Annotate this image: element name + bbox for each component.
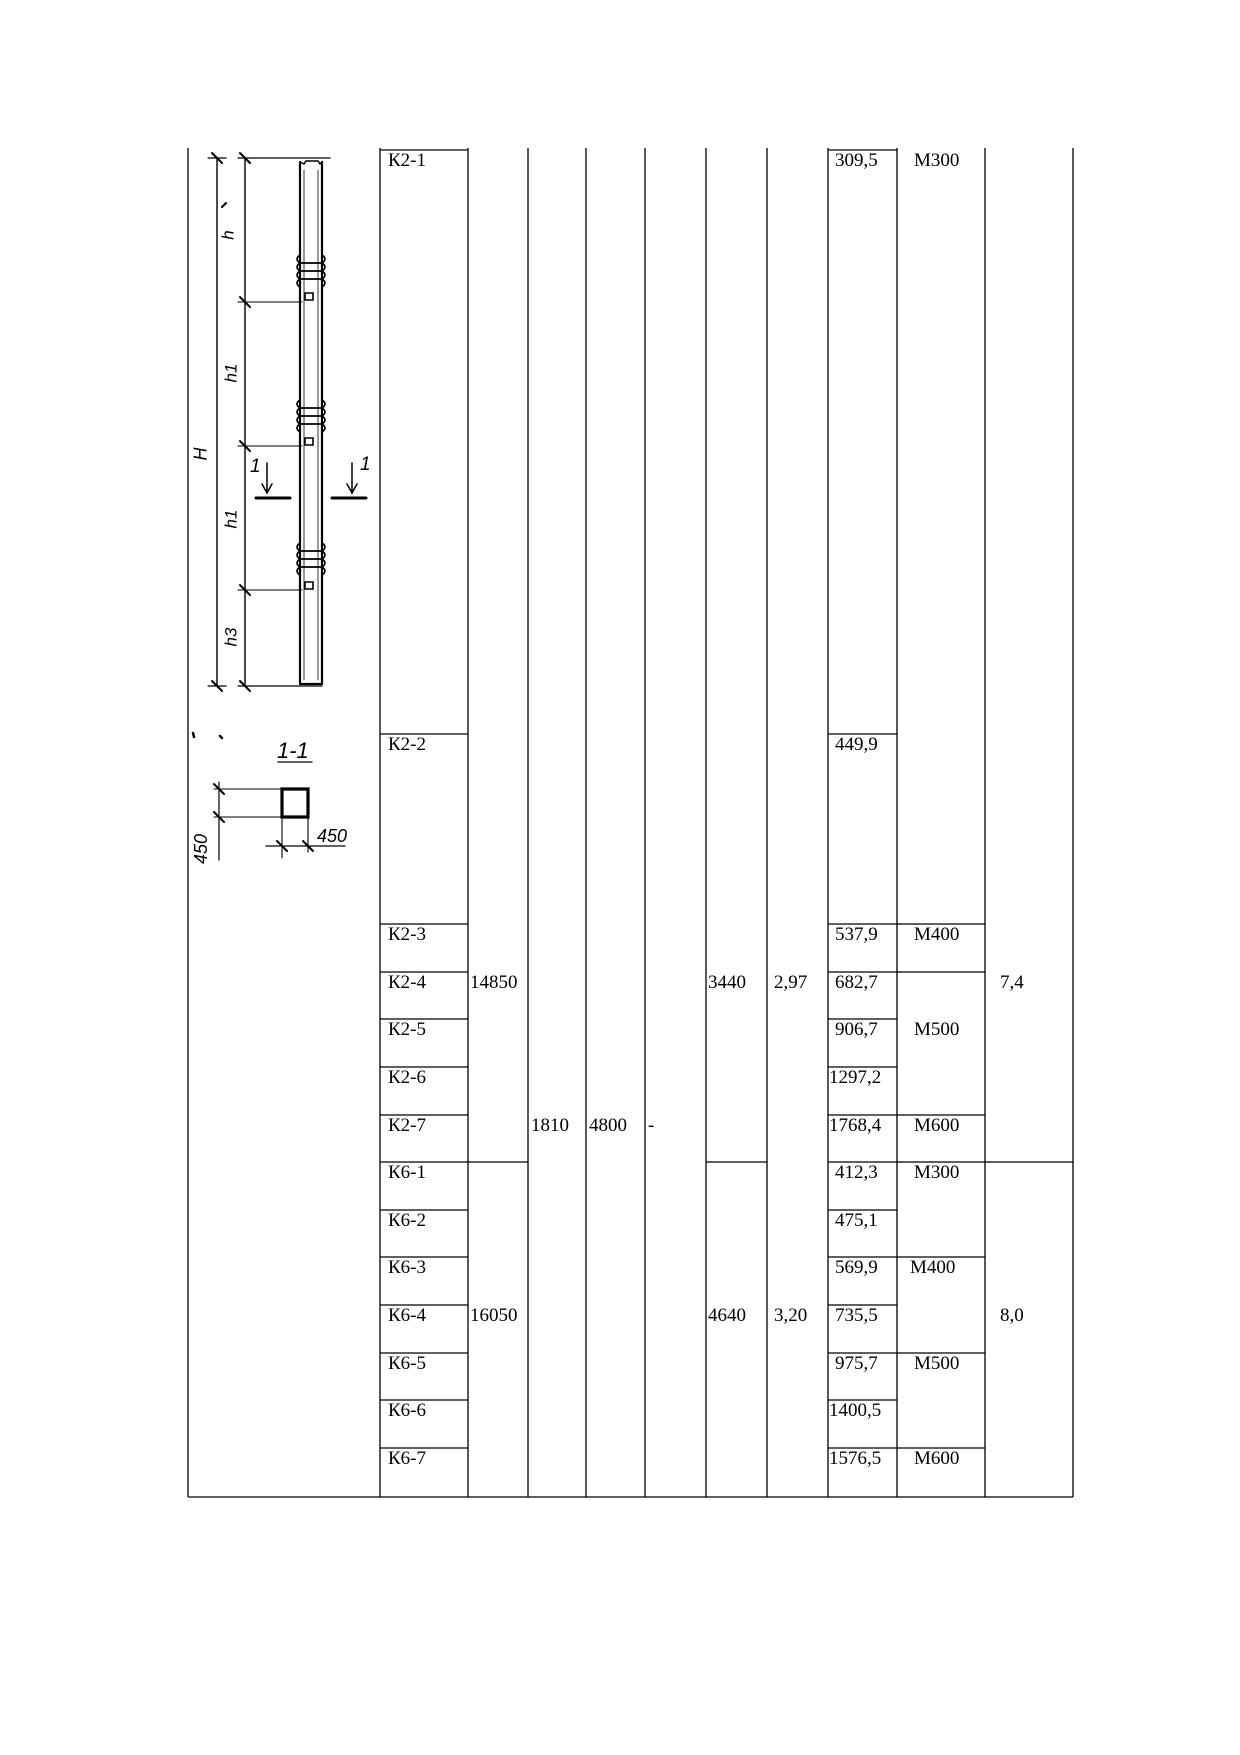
col-f-cell: 4640: [708, 1305, 746, 1326]
mark-cell: К6-5: [388, 1353, 426, 1374]
mark-cell: К2-3: [388, 924, 426, 945]
mark-cell: К6-3: [388, 1257, 426, 1278]
mark-cell: К6-1: [388, 1162, 426, 1183]
dim-label-h3: h3: [221, 627, 241, 647]
mark-cell: К2-1: [388, 150, 426, 171]
value-cell: 309,5: [835, 150, 878, 171]
value-cell: 569,9: [835, 1257, 878, 1278]
mark-cell: К6-4: [388, 1305, 426, 1326]
mark-cell: К2-2: [388, 734, 426, 755]
grade-cell: М600: [914, 1448, 960, 1469]
value-cell: 975,7: [835, 1353, 878, 1374]
value-cell: 735,5: [835, 1305, 878, 1326]
mark-cell: К6-2: [388, 1210, 426, 1231]
section-label-left: 1: [250, 456, 261, 477]
mark-cell: К2-6: [388, 1067, 426, 1088]
value-cell: 537,9: [835, 924, 878, 945]
dim-label-H: H: [190, 447, 211, 461]
value-cell: 412,3: [835, 1162, 878, 1183]
mark-cell: К2-4: [388, 972, 426, 993]
dim-label-450-horizontal: 450: [317, 826, 348, 846]
section-title: 1-1: [277, 738, 309, 763]
mark-cell: К6-6: [388, 1400, 426, 1421]
value-cell: 1768,4: [829, 1115, 882, 1136]
col-d-cell: 4800: [589, 1115, 627, 1136]
length-cell: 16050: [470, 1305, 518, 1326]
mark-cell: К6-7: [388, 1448, 426, 1469]
mark-cell: К2-5: [388, 1019, 426, 1040]
dim-label-h1-lower: h1: [221, 509, 241, 529]
grade-cell: М400: [910, 1257, 956, 1278]
grade-cell: М600: [914, 1115, 960, 1136]
column-drawing: [188, 148, 378, 898]
value-cell: 475,1: [835, 1210, 878, 1231]
last-col-cell: 8,0: [1000, 1305, 1024, 1326]
dim-label-450-vertical: 450: [191, 833, 212, 865]
value-cell: 682,7: [835, 972, 878, 993]
value-cell: 906,7: [835, 1019, 878, 1040]
grade-cell: М500: [914, 1019, 960, 1040]
value-cell: 1297,2: [829, 1067, 882, 1088]
value-cell: 1576,5: [829, 1448, 882, 1469]
last-col-cell: 7,4: [1000, 972, 1024, 993]
col-g-cell: 3,20: [774, 1305, 808, 1326]
length-cell: 14850: [470, 972, 518, 993]
grade-cell: М400: [914, 924, 960, 945]
dim-label-h1-upper: h1: [221, 363, 241, 383]
grade-cell: М300: [914, 1162, 960, 1183]
section-label-right: 1: [360, 454, 371, 475]
value-cell: 1400,5: [829, 1400, 882, 1421]
grade-cell: М500: [914, 1353, 960, 1374]
col-c-cell: 1810: [531, 1115, 569, 1136]
col-g-cell: 2,97: [774, 972, 808, 993]
dim-label-h: h: [218, 230, 238, 240]
grade-cell: М300: [914, 150, 960, 171]
value-cell: 449,9: [835, 734, 878, 755]
col-e-cell: -: [648, 1115, 655, 1136]
col-f-cell: 3440: [708, 972, 746, 993]
mark-cell: К2-7: [388, 1115, 426, 1136]
